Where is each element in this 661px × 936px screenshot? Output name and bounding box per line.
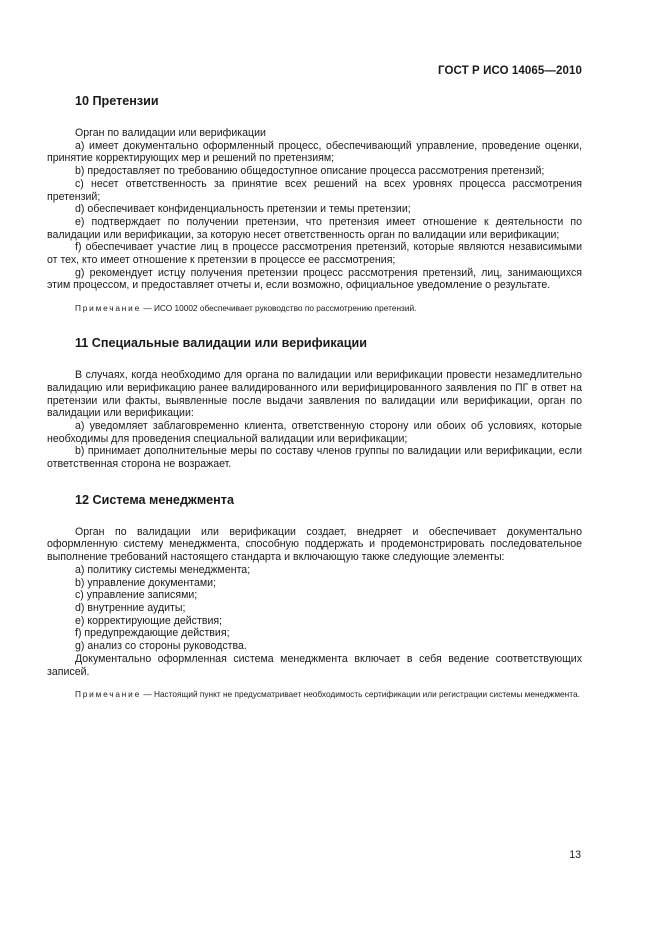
section-12 — [47, 493, 582, 700]
list-item: e) корректирующие действия; — [75, 614, 223, 627]
list-item: g) рекомендует истцу получения претензии процесс рассмотрения претензий, лиц, занимающихся этим процессом, и предоставляет отчеты и, если возможно, официальное уведомление о результате. — [47, 266, 582, 292]
list-item: d) обеспечивает конфиденциальность претензии и темы претензии; — [75, 203, 411, 216]
list-item: a) имеет документально оформленный процесс, обеспечивающий управление, проведение оценки, принятие корректирующих мер и решений по претензиям; — [47, 139, 582, 165]
paragraph: Орган по валидации или верификации создает, внедряет и обеспечивает документально оформленную систему менеджмента, способную поддержать и продемонстрировать последовательное выполнение требований настоящего стандарта и включающую также следующие элементы: — [47, 525, 582, 564]
note-text: — ИСО 10002 обеспечивает руководство по рассмотрению претензий. — [143, 303, 417, 314]
list-item: b) предоставляет по требованию общедоступное описание процесса рассмотрения претензий; — [75, 165, 545, 178]
section-title: 11 Специальные валидации или верификации — [75, 336, 367, 351]
list-item: c) несет ответственность за принятие всех решений на всех уровнях процесса рассмотрения претензий; — [47, 177, 582, 203]
paragraph: Орган по валидации или верификации — [75, 127, 266, 139]
document-id: ГОСТ Р ИСО 14065—2010 — [437, 65, 582, 77]
page-content — [47, 94, 582, 722]
list-item: d) внутренние аудиты; — [75, 601, 186, 614]
list-item: e) подтверждает по получении претензии, что претензия имеет отношение к деятельности по валидации или верификации, за которую несет ответственность орган по валидации или верификации; — [47, 215, 582, 241]
list-item: b) принимает дополнительные меры по составу членов группы по валидации или верификации, если ответственная сторона не возражает. — [47, 445, 582, 471]
list-item: g) анализ со стороны руководства. — [75, 640, 247, 653]
list-item: b) управление документами; — [75, 576, 217, 589]
note — [47, 302, 582, 314]
section-title: 12 Система менеджмента — [75, 492, 234, 507]
list-item: a) уведомляет заблаговременно клиента, ответственную сторону или обоих об условиях, которые необходимы для проведения специальной валидации или верификации; — [47, 419, 582, 445]
note-text: — Настоящий пункт не предусматривает необходимость сертификации или регистрации системы менеджмента. — [143, 689, 580, 700]
paragraph: В случаях, когда необходимо для органа по валидации или верификации провести незамедлительно валидацию или верификацию ранее валидированного или верифицированного заявления по ПГ в ответ на претензии или факты, выявленные после выдачи заявления по валидации или верификации, орган по валидации или верификации: — [47, 369, 582, 420]
page-number: 13 — [569, 849, 581, 861]
list-item: f) предупреждающие действия; — [75, 627, 230, 640]
list-item: c) управление записями; — [75, 589, 198, 602]
note-label: Примечание — [75, 303, 142, 314]
section-title: 10 Претензии — [75, 94, 159, 108]
note-label: Примечание — [75, 689, 142, 700]
section-11 — [47, 336, 582, 471]
list-item: f) обеспечивает участие лиц в процессе рассмотрения претензий, которые являются независимыми от тех, кто имеет отношение к претензии в процессе ее рассмотрения; — [47, 241, 582, 267]
note — [47, 688, 582, 700]
list-item: a) политику системы менеджмента; — [75, 563, 251, 576]
paragraph: Документально оформленная система менеджмента включает в себя ведение соответствующих записей. — [47, 652, 582, 678]
section-10 — [47, 94, 582, 314]
